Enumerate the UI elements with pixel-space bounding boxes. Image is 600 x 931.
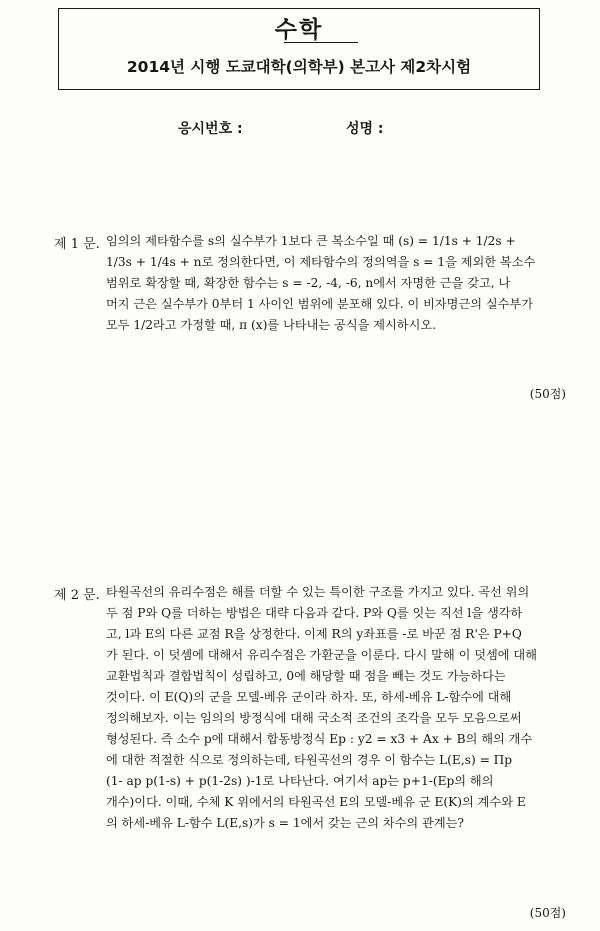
question-2-line: 개수)이다. 이때, 수체 K 위에서의 타원곡선 E의 모델-베유 군 E(K)의 계수와 E	[106, 795, 526, 809]
question-2-label: 제 2 문.	[54, 588, 100, 603]
candidate-name-label: 성명 :	[346, 121, 384, 137]
candidate-number-label: 응시번호 :	[178, 121, 243, 137]
question-2-line: 고, l과 E의 다른 교점 R을 상정한다. 이제 R의 y좌표를 -로 바꾼 점 R'은 P+Q	[106, 627, 522, 641]
exam-title: 수학	[274, 17, 324, 43]
question-2-score: (50점)	[529, 906, 566, 920]
title-box	[58, 8, 540, 90]
question-2-line: 의 하세-베유 L-함수 L(E,s)가 s = 1에서 갖는 근의 차수의 관계는?	[106, 816, 464, 830]
question-2-line: 두 점 P와 Q를 더하는 방법은 대략 다음과 같다. P와 Q를 잇는 직선 l을 생각하	[106, 606, 523, 620]
question-2-line: (1- ap p(1-s) + p(1-2s) )-1로 나타난다. 여기서 ap는 p+1-(Ep의 해의	[106, 774, 494, 788]
question-1-line: 모두 1/2라고 가정할 때, π (x)를 나타내는 공식을 제시하시오.	[106, 318, 436, 332]
question-1-label: 제 1 문.	[54, 237, 100, 252]
question-1-score: (50점)	[529, 387, 566, 401]
question-2-line: 형성된다. 즉 소수 p에 대해서 합동방정식 Ep : y2 = x3 + Ax + B의 해의 개수	[106, 732, 533, 746]
question-1-line: 머지 근은 실수부가 0부터 1 사이인 범위에 분포해 있다. 이 비자명근의 실수부가	[106, 297, 533, 311]
question-1-line: 범위로 확장할 때, 확장한 함수는 s = -2, -4, -6, n에서 자명한 근을 갖고, 나	[106, 276, 511, 290]
question-1-line: 1/3s + 1/4s + n로 정의한다면, 이 제타함수의 정의역을 s = 1을 제외한 복소수	[106, 255, 536, 269]
question-2-line: 타원곡선의 유리수점은 해를 더할 수 있는 특이한 구조를 가지고 있다. 곡선 위의	[106, 585, 530, 599]
question-2-body	[106, 582, 537, 834]
question-2-line: 에 대한 적절한 식으로 정의하는데, 타원곡선의 경우 이 함수는 L(E,s) = Πp	[106, 753, 513, 767]
exam-subtitle: 2014년 시행 도쿄대학(의학부) 본고사 제2차시험	[126, 58, 472, 76]
question-1-body	[106, 231, 535, 336]
question-2-line: 교환법칙과 결합법칙이 성립하고, 0에 해당할 때 점을 빼는 것도 가능하다는	[106, 669, 506, 683]
question-2-line: 가 된다. 이 덧셈에 대해서 유리수점은 가환군을 이룬다. 다시 말해 이 덧셈에 대해	[106, 648, 537, 662]
question-1-line: 임의의 제타함수를 s의 실수부가 1보다 큰 복소수일 때 (s) = 1/1s + 1/2s +	[106, 234, 516, 248]
title-underline	[284, 42, 358, 43]
question-2-line: 정의해보자. 이는 임의의 방정식에 대해 국소적 조건의 조각을 모두 모음으로써	[106, 711, 522, 725]
question-2-line: 것이다. 이 E(Q)의 군을 모델-베유 군이라 하자. 또, 하세-베유 L-함수에 대해	[106, 690, 512, 704]
